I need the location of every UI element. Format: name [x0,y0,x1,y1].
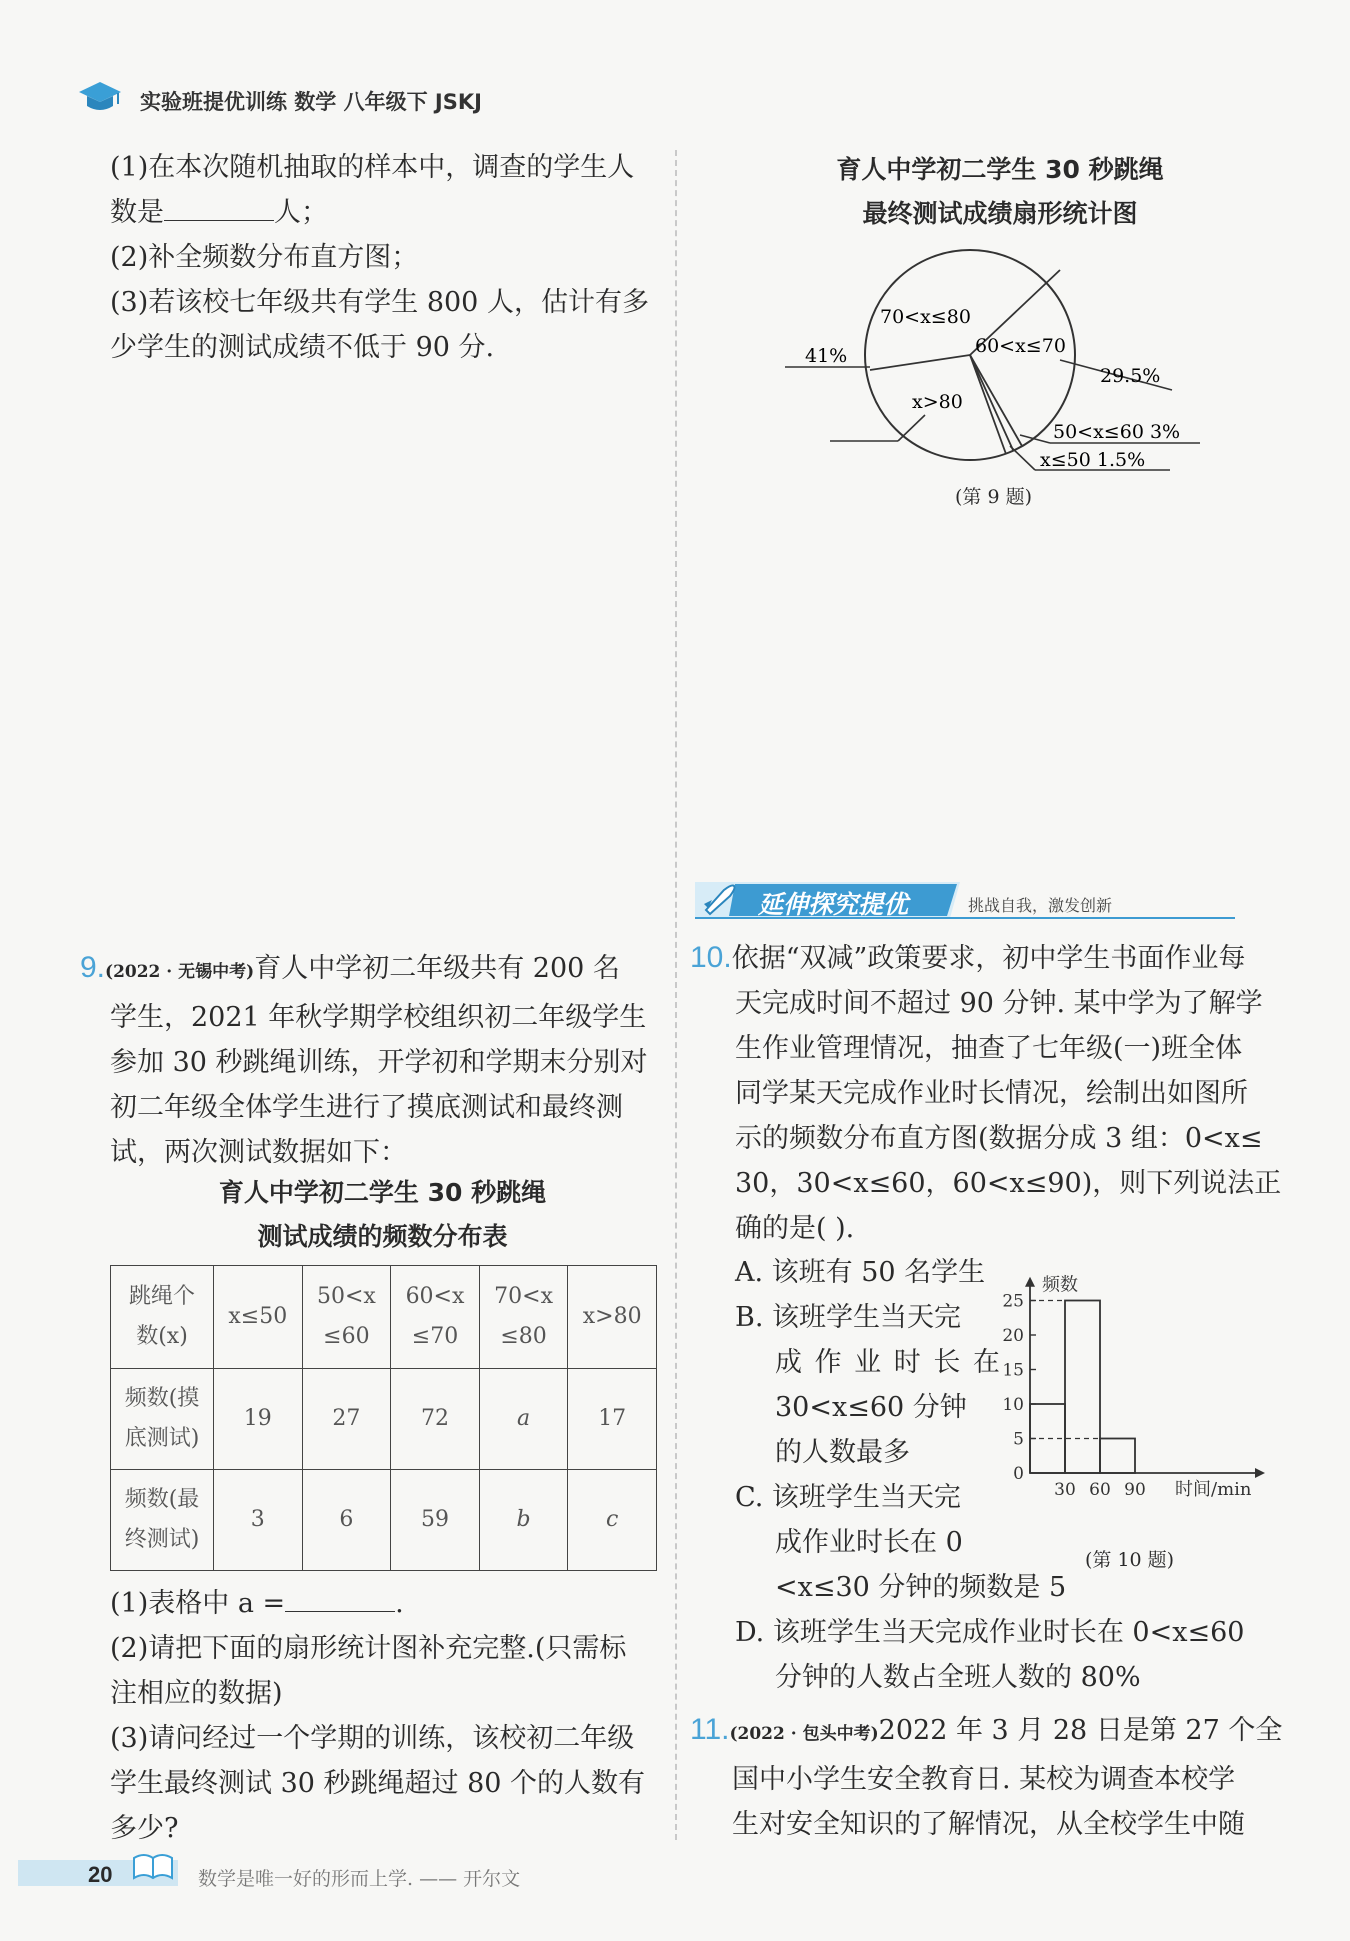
question-source: (2022 · 包头中考) [729,1724,879,1744]
question-10-line4: 同学某天完成作业时长情况，绘制出如图所 [735,1078,1248,1109]
sub-question-2-line1: (2)请把下面的扇形统计图补充完整.(只需标 [110,1633,627,1664]
pie-sector-boundary [970,355,1022,446]
table-header-cell: 50<x ≤60 [302,1266,391,1369]
banner-subtitle: 挑战自我，激发创新 [968,896,1113,915]
question-9-line1: 9.(2022 · 无锡中考)育人中学初二年级共有 200 名 [80,951,620,984]
sub-question-3-line2: 学生最终测试 30 秒跳绳超过 80 个的人数有 [110,1768,646,1799]
book-header-title: 实验班提优训练 数学 八年级下 JSKJ [140,90,482,114]
answer-blank [164,190,274,221]
table-header-cell: 70<x ≤80 [479,1266,568,1369]
pie-chart-title-line1: 育人中学初二学生 30 秒跳绳 [836,155,1164,184]
pie-sector-boundary [970,355,1013,450]
question-number: 10. [690,941,732,974]
option-c-line1: C. 该班学生当天完 [735,1482,961,1513]
y-tick-label: 10 [1002,1395,1024,1415]
y-tick-label: 20 [1002,1326,1024,1346]
question-11 [690,1707,1282,1847]
pie-label-70-80: 70<x≤80 [880,306,971,328]
table-cell: 59 [391,1470,480,1571]
x-tick-label: 90 [1124,1480,1146,1500]
question-9-line2: 学生，2021 年秋学期学校组织初二年级学生 [110,1002,647,1033]
answer-blank [285,1581,395,1612]
histogram-chart [990,1245,1290,1565]
histogram-bar [1065,1301,1100,1474]
question-10-line7: 确的是( ). [735,1213,855,1244]
question-9-line4: 初二年级全体学生进行了摸底测试和最终测 [110,1092,623,1123]
y-tick-label: 15 [1002,1360,1024,1381]
pie-chart-title-line2: 最终测试成绩扇形统计图 [862,199,1138,228]
sub-question-1-line2: 数是 人； [110,190,649,235]
question-10-line3: 生作业管理情况，抽查了七年级(一)班全体 [735,1033,1243,1064]
table-cell: 72 [391,1369,480,1470]
y-tick-label: 25 [1002,1291,1024,1312]
option-c-line3: <x≤30 分钟的频数是 5 [775,1572,1067,1603]
option-d-line1: D. 该班学生当天完成作业时长在 0<x≤60 [735,1617,1245,1648]
pie-label-gt80: x>80 [912,391,963,413]
frequency-table [110,1265,657,1571]
page-number: 20 [88,1862,113,1887]
question-11-line2: 国中小学生安全教育日. 某校为调查本校学 [732,1764,1236,1795]
pie-sector-boundary [870,355,970,370]
y-axis-arrow [1025,1277,1035,1287]
table-row [111,1369,657,1470]
table-header-cell: x>80 [568,1266,657,1369]
y-tick-label: 5 [1013,1429,1024,1450]
question-10-line2: 天完成时间不超过 90 分钟. 某中学为了解学 [735,988,1263,1019]
question-11-line1: 11.(2022 · 包头中考)2022 年 3 月 28 日是第 27 个全 [690,1713,1283,1746]
previous-question-continuation [110,145,649,370]
table-cell: c [568,1470,657,1571]
x-axis-arrow [1255,1468,1265,1478]
sub-question-1: (1)表格中 a = . [110,1581,645,1626]
option-b-line3: 30<x≤60 分钟 [775,1392,967,1423]
question-10-line5: 示的频数分布直方图(数据分成 3 组：0<x≤ [735,1123,1263,1154]
option-d-line2: 分钟的人数占全班人数的 80% [775,1662,1141,1693]
question-number: 9. [80,951,106,984]
table-cell: 17 [568,1369,657,1470]
table-row-header: 频数(摸 底测试) [111,1369,214,1470]
column-divider [675,150,677,1840]
histogram-bar [1100,1439,1135,1474]
table-cell: a [479,1369,568,1470]
x-axis-label: 时间/min [1175,1479,1252,1500]
option-b-line4: 的人数最多 [775,1437,910,1468]
pie-sector-boundary [970,355,1006,454]
table-row-header: 频数(最 终测试) [111,1470,214,1571]
table-cell: b [479,1470,568,1571]
option-b-line1: B. 该班学生当天完 [735,1302,962,1333]
rocket-icon [700,882,738,916]
y-tick-label: 0 [1013,1464,1024,1484]
pie-chart-caption: (第 9 题) [955,486,1032,508]
x-tick-label: 30 [1054,1480,1076,1500]
option-c-line2: 成作业时长在 0 [775,1527,963,1558]
question-9-subquestions [110,1581,645,1851]
leader-line-gt80 [898,415,925,441]
banner-title: 延伸探究提优 [758,890,909,919]
sub-question-3-line3: 多少? [110,1813,179,1844]
option-a: A. 该班有 50 名学生 [735,1257,986,1288]
x-tick-label: 60 [1089,1480,1111,1500]
question-source: (2022 · 无锡中考) [105,962,255,982]
footer-quote: 数学是唯一好的形而上学. —— 开尔文 [198,1868,521,1890]
question-11-line3: 生对安全知识的了解情况，从全校学生中随 [732,1809,1245,1840]
table-cell: 27 [302,1369,391,1470]
question-10 [690,935,1281,1251]
option-b-line2: 成 作 业 时 长 在 [775,1347,1002,1378]
leader-line-le50 [1010,446,1035,470]
pie-label-41-percent: 41% [805,345,848,367]
pie-label-50-60: 50<x≤60 3% [1053,421,1181,443]
histogram-caption: (第 10 题) [1085,1549,1175,1571]
sub-question-1-line1: (1)在本次随机抽取的样本中，调查的学生人 [110,152,635,183]
sub-question-2: (2)补全频数分布直方图； [110,242,419,273]
graduation-cap-icon [78,80,122,116]
y-axis-label: 频数 [1042,1274,1078,1296]
question-9 [80,945,648,1175]
table-header-cell: 跳绳个 数(x) [111,1266,214,1369]
sub-question-3-line1: (3)请问经过一个学期的训练，该校初二年级 [110,1723,635,1754]
pie-chart [770,230,1230,510]
table-cell: 19 [214,1369,303,1470]
table-title-line2: 测试成绩的频数分布表 [257,1222,508,1251]
sub-question-3-line2: 少学生的测试成绩不低于 90 分. [110,332,495,363]
question-10-line6: 30，30<x≤60，60<x≤90)，则下列说法正 [735,1168,1282,1199]
sub-question-3-line1: (3)若该校七年级共有学生 800 人，估计有多 [110,287,649,318]
book-icon [130,1848,176,1884]
question-number: 11. [690,1713,730,1746]
sub-question-2-line2: 注相应的数据) [110,1678,283,1709]
table-cell: 3 [214,1470,303,1571]
table-header-cell: x≤50 [214,1266,303,1369]
question-10-line1: 10.依据“双减”政策要求，初中学生书面作业每 [690,941,1246,974]
table-header-cell: 60<x ≤70 [391,1266,480,1369]
pie-label-29-5-percent: 29.5% [1100,365,1161,387]
question-9-line5: 试，两次测试数据如下： [110,1137,407,1168]
pie-label-le50: x≤50 1.5% [1040,449,1146,471]
table-header-row [111,1266,657,1369]
table-cell: 6 [302,1470,391,1571]
table-title-line1: 育人中学初二学生 30 秒跳绳 [218,1178,547,1207]
pie-label-60-70: 60<x≤70 [975,335,1066,357]
question-9-line3: 参加 30 秒跳绳训练，开学初和学期末分别对 [110,1047,648,1078]
table-row [111,1470,657,1571]
